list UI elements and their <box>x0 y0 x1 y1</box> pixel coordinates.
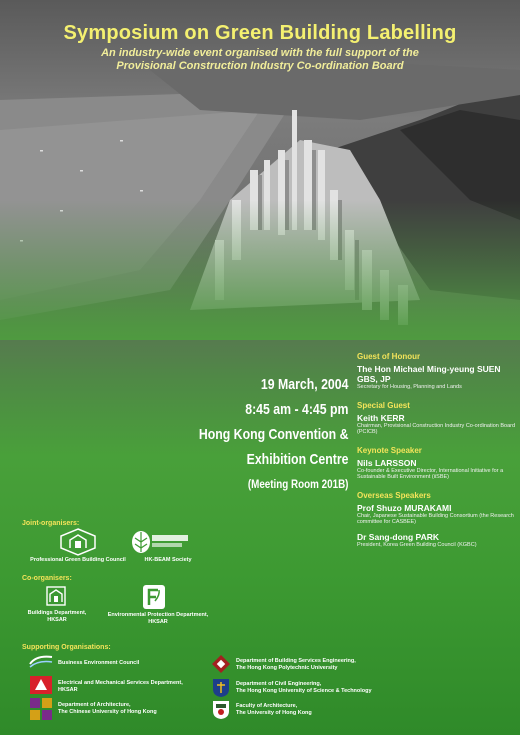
poster-title: Symposium on Green Building Labelling <box>63 22 457 44</box>
special-guest-heading: Special Guest <box>357 400 410 410</box>
epd-line-2: HKSAR <box>148 619 168 625</box>
buildings-department-caption <box>22 610 92 624</box>
bec-logo-icon <box>28 654 54 673</box>
overseas-heading: Overseas Speakers <box>357 490 431 500</box>
event-details <box>198 372 348 497</box>
supporting-right-2-line-1: Department of Civil Engineering, <box>236 681 322 687</box>
supporting-heading: Supporting Organisations: <box>22 644 111 651</box>
guest-of-honour-heading: Guest of Honour <box>357 352 421 361</box>
overseas-desc-1: Chair, Japanese Sustainable Building Consortium (the Research committee for CASBEE) <box>357 512 514 525</box>
overseas-desc-2: President, Korea Green Building Council (KGBC) <box>357 541 477 548</box>
supporting-right-2-line-2: The Hong Kong University of Science & Technology <box>236 688 372 694</box>
event-venue-line-2: Exhibition Centre <box>246 451 348 468</box>
hkbeam-caption: HK-BEAM Society <box>144 557 192 563</box>
hku-logo-icon <box>212 700 230 725</box>
supporting-right-1-line-1: Department of Building Services Engineering, <box>236 658 356 664</box>
hkbeam-logo-icon <box>130 530 190 559</box>
supporting-right-3-line-2: The University of Hong Kong <box>236 710 312 716</box>
epd-caption <box>100 612 216 626</box>
supporting-left-2 <box>58 680 183 694</box>
epd-line-1: Environmental Protection Department, <box>107 612 209 618</box>
polyu-logo-icon <box>212 655 230 678</box>
speakers-column <box>357 346 517 548</box>
guest-of-honour-name: The Hon Michael Ming-yeung SUEN GBS, JP <box>357 364 501 384</box>
supporting-left-2-line-2: HKSAR <box>58 687 78 693</box>
guest-of-honour-desc: Secretary for Housing, Planning and Lands <box>357 384 462 390</box>
supporting-right-1-line-2: The Hong Kong Polytechnic University <box>236 665 338 671</box>
buildings-department-line-2: HKSAR <box>47 617 67 623</box>
epd-logo-icon <box>143 585 165 614</box>
cuhk-logo-icon <box>30 698 52 725</box>
keynote-name: Nils LARSSON <box>357 457 417 468</box>
keynote-heading: Keynote Speaker <box>357 445 422 455</box>
event-date: 19 March, 2004 <box>260 376 348 393</box>
supporting-right-3 <box>236 703 312 717</box>
supporting-right-2 <box>236 681 372 695</box>
supporting-left-3 <box>58 702 157 716</box>
special-guest-desc: Chairman, Provisional Construction Industry Co-ordination Board (PCICB) <box>357 422 516 435</box>
subtitle-line-2: Provisional Construction Industry Co-ordination Board <box>116 60 404 72</box>
buildings-department-icon <box>46 586 66 611</box>
supporting-left-1 <box>58 660 139 667</box>
event-room: (Meeting Room 201B) <box>247 477 348 491</box>
supporting-left-3-line-1: Department of Architecture, <box>58 702 131 708</box>
pgbc-caption: Professional Green Building Council <box>30 557 126 563</box>
joint-organisers-heading: Joint-organisers: <box>22 520 80 527</box>
emsd-logo-icon <box>30 676 52 699</box>
supporting-left-3-line-2: The Chinese University of Hong Kong <box>58 709 157 715</box>
event-time: 8:45 am - 4:45 pm <box>244 401 348 418</box>
overseas-name-2: Dr Sang-dong PARK <box>357 531 440 542</box>
co-organisers-heading: Co-organisers: <box>22 575 72 582</box>
special-guest-name: Keith KERR <box>357 412 405 423</box>
supporting-right-3-line-1: Faculty of Architecture, <box>236 703 298 709</box>
keynote-desc: Co-founder & Executive Director, International Initiative for a Sustainable Built Environment (iiSBE) <box>357 467 504 480</box>
supporting-right-1 <box>236 658 356 672</box>
buildings-department-line-1: Buildings Department, <box>27 610 87 616</box>
supporting-left-2-line-1: Electrical and Mechanical Services Department, <box>58 680 183 686</box>
overseas-name-1: Prof Shuzo MURAKAMI <box>357 502 452 513</box>
event-venue-line-1: Hong Kong Convention & <box>198 426 348 443</box>
poster-subtitle <box>60 47 460 73</box>
supporting-left-1-line-1: Business Environment Council <box>58 660 140 666</box>
subtitle-line-1: An industry-wide event organised with the full support of the <box>101 47 419 59</box>
